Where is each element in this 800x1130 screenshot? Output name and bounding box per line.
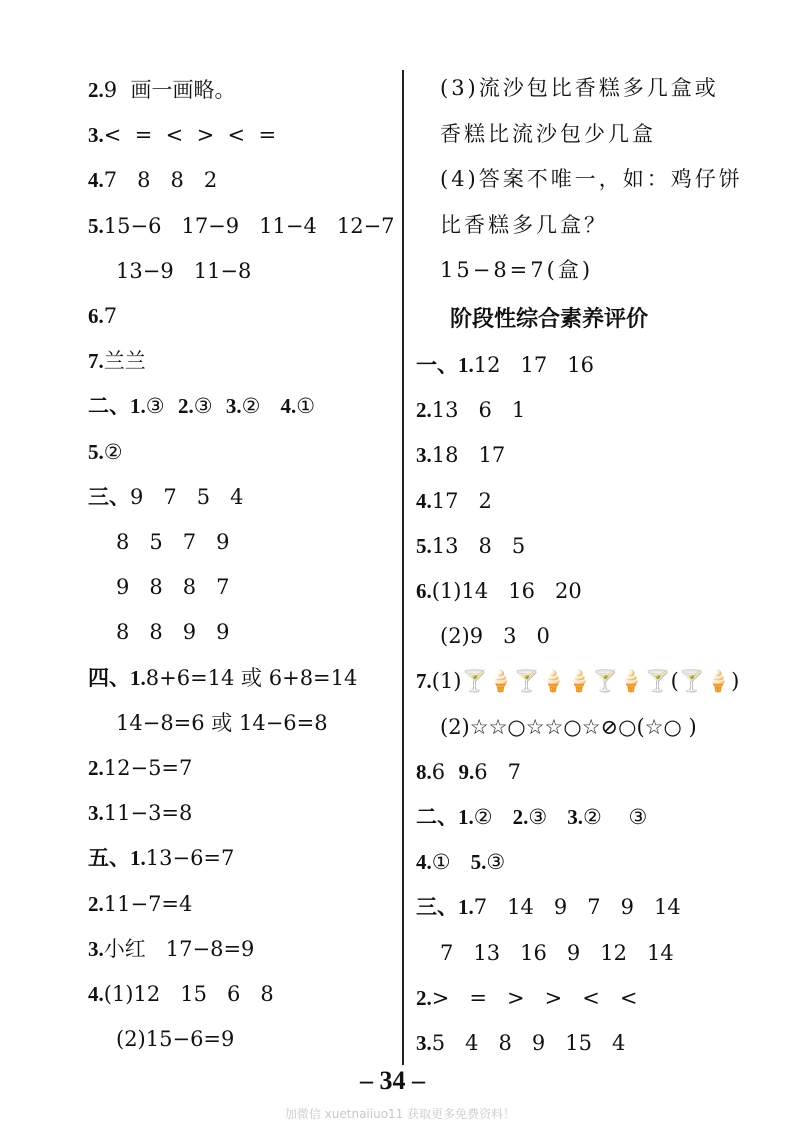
question-number: 2.	[512, 805, 529, 829]
answer-text: ①	[431, 850, 471, 875]
question-number: 3.	[567, 805, 583, 829]
right-line	[440, 940, 674, 966]
question-number: 3.	[88, 123, 104, 148]
left-line	[88, 936, 254, 962]
question-number: 8.	[416, 759, 432, 784]
right-top-line: (4)答案不唯一，如：鸡仔饼	[440, 167, 743, 191]
answer-text: 9 8 8 7	[116, 575, 230, 600]
answer-text: 6	[431, 759, 459, 784]
answer-text: ②	[473, 805, 513, 829]
answer-text: (2)☆☆○☆☆○☆⊘○(☆○ )	[440, 714, 697, 739]
question-number: 3.	[416, 1031, 432, 1055]
answer-text: > = > > < <	[431, 985, 638, 1010]
question-number: 5.	[416, 533, 432, 558]
answer-text: (1)14 16 20	[431, 579, 582, 603]
answer-text: 13−6=7	[145, 846, 235, 871]
column-divider	[402, 70, 404, 1065]
right-line	[416, 1030, 625, 1056]
question-number: 9.	[458, 759, 475, 784]
question-number: 6.	[416, 579, 432, 603]
answer-text: 17 2	[431, 488, 492, 513]
answer-text: ②	[103, 439, 123, 464]
question-number: 4.	[88, 168, 104, 193]
question-number: 3.	[225, 394, 242, 419]
answer-text: 13−9 11−8	[116, 258, 252, 283]
answer-text: (2)9 3 0	[440, 624, 550, 649]
right-line	[416, 668, 739, 694]
left-line	[88, 303, 117, 329]
question-number: 三、1.	[416, 895, 474, 920]
answer-text: 12−5=7	[103, 756, 193, 780]
answer-text: (1)🍸🍦🍸🍦🍦🍸🍦🍸(🍸🍦)	[431, 669, 740, 694]
answer-text: 14−8=6 或 14−6=8	[116, 710, 328, 735]
question-number: 2.	[88, 891, 104, 916]
answer-text: 11−7=4	[103, 891, 193, 916]
answer-text: 15−6 17−9 11−4 12−7	[103, 213, 395, 238]
answer-text: ②	[241, 394, 281, 419]
answer-text: ③	[528, 805, 568, 829]
left-line	[88, 981, 274, 1007]
question-number: 5.	[88, 213, 104, 238]
answer-text: 7 8 8 2	[103, 168, 218, 193]
question-number: 4.	[280, 394, 297, 419]
answer-text: 7 14 9 7 9 14	[473, 895, 681, 920]
answer-text: 7	[103, 304, 118, 328]
right-line	[416, 759, 521, 785]
left-line	[116, 1026, 234, 1052]
answer-text: ③	[486, 850, 506, 875]
question-number: 4.	[416, 488, 432, 513]
left-line	[88, 800, 192, 826]
right-line	[416, 488, 492, 514]
right-line	[416, 397, 525, 423]
watermark-text: 加微信 xuetnaiiuo11 获取更多免费资料！	[284, 1107, 516, 1121]
answer-text: 7 13 16 9 12 14	[440, 940, 674, 965]
answer-text: 兰兰	[103, 349, 146, 374]
answer-text: ③	[145, 394, 178, 419]
left-line	[88, 439, 123, 465]
question-number: 四、1.	[88, 665, 146, 690]
question-number: 五、1.	[88, 846, 146, 871]
answer-text: ①	[296, 394, 316, 419]
answer-text: 8+6=14 或 6+8=14	[145, 665, 358, 690]
left-line	[88, 665, 357, 691]
left-line	[88, 891, 192, 917]
left-line	[116, 258, 251, 284]
right-line	[440, 623, 550, 649]
left-line	[88, 845, 234, 871]
question-number: 4.	[416, 850, 432, 875]
answer-text: ③	[193, 394, 226, 419]
section-heading: 阶段性综合素养评价	[450, 306, 649, 332]
right-line	[440, 714, 697, 740]
answer-text: 18 17	[431, 443, 506, 468]
answer-text: 13 8 5	[431, 533, 526, 558]
question-number: 二、1.	[416, 805, 474, 829]
answer-text: 9 7 5 4	[130, 484, 244, 509]
answer-text: ② ③	[582, 805, 648, 829]
question-number: 5.	[88, 439, 104, 464]
question-number: 2.	[416, 398, 432, 423]
right-line	[416, 442, 505, 468]
question-number: 2.	[177, 394, 194, 419]
right-line	[416, 352, 594, 378]
answer-text: 8 8 9 9	[116, 620, 230, 645]
answer-text: 6 7	[474, 759, 521, 784]
right-line	[416, 578, 582, 604]
left-line	[88, 755, 192, 781]
question-number: 一、1.	[416, 353, 474, 377]
question-number: 3.	[88, 801, 104, 826]
question-number: 2.	[416, 985, 432, 1010]
answer-text: 13 6 1	[431, 398, 526, 423]
question-number: 4.	[88, 982, 104, 1006]
left-line	[88, 393, 315, 419]
answer-text: (1)12 15 6 8	[103, 982, 274, 1006]
question-number: 二、1.	[88, 394, 146, 419]
left-line	[116, 574, 230, 600]
question-number: 三、	[88, 484, 130, 509]
question-number: 7.	[88, 349, 104, 374]
answer-text: 11−3=8	[103, 801, 193, 826]
left-line	[88, 167, 217, 193]
answer-text: (2)15−6=9	[116, 1027, 235, 1052]
right-line	[416, 985, 637, 1011]
answer-text: 8 5 7 9	[116, 530, 230, 554]
answer-text: 9 画一画略。	[103, 78, 236, 102]
right-line	[416, 849, 505, 875]
question-number: 3.	[416, 443, 432, 468]
answer-text: 小红 17−8=9	[103, 936, 255, 961]
right-top-line: (3)流沙包比香糕多几盒或	[440, 76, 719, 100]
right-top-line: 15−8=7(盒)	[440, 258, 594, 282]
right-top-line: 比香糕多几盒？	[440, 212, 608, 237]
left-line	[116, 710, 328, 736]
answer-text: 5 4 8 9 15 4	[431, 1031, 626, 1055]
answer-text: 12 17 16	[473, 353, 594, 377]
left-line	[116, 529, 230, 555]
right-line	[416, 804, 647, 830]
question-number: 5.	[470, 850, 487, 875]
left-line	[116, 619, 230, 645]
question-number: 6.	[88, 304, 104, 328]
question-number: 2.	[88, 756, 104, 780]
page-number: – 34 –	[360, 1066, 425, 1095]
left-line	[88, 122, 276, 148]
answer-text: < = < > < =	[103, 123, 277, 148]
question-number: 7.	[416, 669, 432, 694]
left-line	[88, 213, 395, 239]
right-top-line: 香糕比流沙包少几盒	[440, 121, 656, 146]
right-line	[416, 533, 525, 559]
left-line	[88, 77, 235, 103]
question-number: 2.	[88, 78, 104, 102]
question-number: 3.	[88, 936, 104, 961]
right-line	[416, 894, 681, 920]
left-line	[88, 484, 244, 510]
left-line	[88, 348, 146, 374]
